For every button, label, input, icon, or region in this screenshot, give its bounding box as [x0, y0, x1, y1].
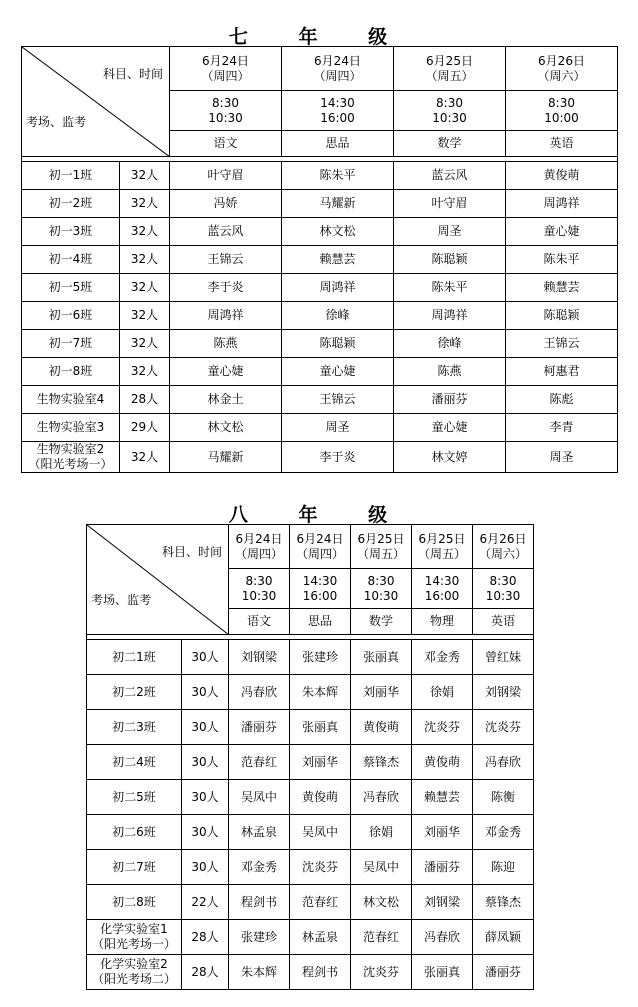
room-cell — [87, 675, 182, 710]
time-start: 8:30 — [212, 95, 239, 110]
room-name: 初一7班 — [48, 336, 93, 350]
time-end: 10:00 — [544, 110, 579, 125]
time-header-cell — [394, 91, 506, 131]
time-header-cell — [229, 569, 290, 609]
table-row — [87, 920, 534, 955]
room-name: 化学实验室1 — [100, 922, 168, 936]
subject-header-cell: 英语 — [506, 131, 618, 157]
proctor-cell: 林金土 — [170, 386, 282, 414]
proctor-cell: 林孟泉 — [290, 920, 351, 955]
proctor-cell: 陈迎 — [473, 850, 534, 885]
proctor-cell: 柯惠君 — [506, 358, 618, 386]
proctor-cell: 李于炎 — [282, 442, 394, 473]
proctor-cell: 徐峰 — [282, 302, 394, 330]
room-cell — [87, 885, 182, 920]
proctor-cell: 林文松 — [170, 414, 282, 442]
date-header-cell — [290, 525, 351, 569]
proctor-cell: 刘钢梁 — [412, 885, 473, 920]
room-name: 初一1班 — [48, 168, 93, 182]
table-row — [22, 218, 618, 246]
grade7-schedule-table — [21, 46, 618, 473]
date-label: 6月25日 — [357, 531, 405, 546]
student-count-cell: 32人 — [120, 218, 170, 246]
time-end: 16:00 — [320, 110, 355, 125]
grade8-title: 八 年 级 — [228, 504, 410, 526]
proctor-cell: 陈衡 — [473, 780, 534, 815]
table-row — [87, 710, 534, 745]
proctor-cell: 王锦云 — [282, 386, 394, 414]
student-count-cell: 30人 — [182, 850, 229, 885]
subject-header-cell: 语文 — [229, 609, 290, 635]
student-count-cell: 28人 — [182, 920, 229, 955]
proctor-cell: 潘丽芬 — [412, 850, 473, 885]
room-name: 初二3班 — [112, 719, 156, 734]
proctor-cell: 潘丽芬 — [394, 386, 506, 414]
table-row — [87, 885, 534, 920]
date-header-cell — [412, 525, 473, 569]
table-row — [87, 780, 534, 815]
proctor-cell: 张建珍 — [290, 640, 351, 675]
proctor-cell: 冯娇 — [170, 190, 282, 218]
proctor-cell: 邓金秀 — [412, 640, 473, 675]
room-cell — [87, 780, 182, 815]
student-count-cell: 32人 — [120, 246, 170, 274]
weekday-label: （周四） — [234, 546, 283, 561]
proctor-cell: 林文松 — [282, 218, 394, 246]
table-row — [87, 745, 534, 780]
proctor-cell: 张丽真 — [351, 640, 412, 675]
room-cell — [22, 274, 120, 302]
proctor-cell: 潘丽芬 — [229, 710, 290, 745]
proctor-cell: 吴凤中 — [290, 815, 351, 850]
proctor-cell: 陈聪颖 — [282, 330, 394, 358]
proctor-cell: 周圣 — [506, 442, 618, 473]
proctor-cell: 叶守眉 — [394, 190, 506, 218]
date-label: 6月24日 — [296, 531, 344, 546]
time-start: 8:30 — [245, 573, 273, 588]
subject-header-cell: 思品 — [290, 609, 351, 635]
subject-header-cell: 语文 — [170, 131, 282, 157]
proctor-cell: 刘钢梁 — [473, 675, 534, 710]
proctor-cell: 马耀新 — [170, 442, 282, 473]
proctor-cell: 程剑书 — [290, 955, 351, 990]
student-count-cell: 32人 — [120, 274, 170, 302]
proctor-cell: 朱本辉 — [229, 955, 290, 990]
corner-label-room-proctor: 考场、监考 — [26, 115, 87, 129]
date-label: 6月24日 — [235, 531, 283, 546]
proctor-cell: 程剑书 — [229, 885, 290, 920]
student-count-cell: 28人 — [182, 955, 229, 990]
proctor-cell: 林孟泉 — [229, 815, 290, 850]
date-header-cell — [170, 47, 282, 91]
proctor-cell: 刘丽华 — [412, 815, 473, 850]
weekday-label: （周四） — [201, 68, 250, 83]
corner-header-cell — [87, 525, 229, 635]
time-end: 10:30 — [363, 588, 399, 603]
date-header-cell — [506, 47, 618, 91]
room-cell — [87, 955, 182, 990]
table-row — [22, 358, 618, 386]
proctor-cell: 吴凤中 — [351, 850, 412, 885]
table-row — [22, 414, 618, 442]
student-count-cell: 30人 — [182, 710, 229, 745]
proctor-cell: 林文松 — [351, 885, 412, 920]
proctor-cell: 蓝云风 — [170, 218, 282, 246]
student-count-cell: 30人 — [182, 675, 229, 710]
weekday-label: （周五） — [425, 68, 474, 83]
student-count-cell: 29人 — [120, 414, 170, 442]
date-header-cell — [351, 525, 412, 569]
room-name: 初二1班 — [112, 649, 156, 664]
time-start: 8:30 — [367, 573, 395, 588]
time-header-cell — [506, 91, 618, 131]
time-start: 8:30 — [489, 573, 517, 588]
room-cell — [22, 218, 120, 246]
proctor-cell: 冯春欣 — [412, 920, 473, 955]
room-name: 初二5班 — [112, 789, 156, 804]
proctor-cell: 刘丽华 — [290, 745, 351, 780]
room-name: 初二2班 — [112, 684, 156, 699]
time-start: 8:30 — [436, 95, 463, 110]
student-count-cell: 32人 — [120, 190, 170, 218]
proctor-cell: 陈朱平 — [394, 274, 506, 302]
proctor-cell: 范春红 — [290, 885, 351, 920]
proctor-cell: 徐峰 — [394, 330, 506, 358]
weekday-label: （周六） — [478, 546, 527, 561]
weekday-label: （周四） — [295, 546, 344, 561]
proctor-cell: 沈炎芬 — [290, 850, 351, 885]
room-name: 初二7班 — [112, 859, 156, 874]
student-count-cell: 32人 — [120, 302, 170, 330]
table-row — [22, 162, 618, 190]
table-row — [87, 815, 534, 850]
subject-header-cell: 数学 — [394, 131, 506, 157]
proctor-cell: 陈燕 — [170, 330, 282, 358]
time-start: 14:30 — [320, 95, 355, 110]
room-name: 初一3班 — [48, 224, 93, 238]
time-end: 10:30 — [208, 110, 243, 125]
table-row — [22, 190, 618, 218]
proctor-cell: 徐娟 — [351, 815, 412, 850]
corner-header-cell — [22, 47, 170, 157]
student-count-cell: 30人 — [182, 815, 229, 850]
table-row — [87, 640, 534, 675]
time-header-cell — [282, 91, 394, 131]
proctor-cell: 赖慧芸 — [282, 246, 394, 274]
proctor-cell: 邓金秀 — [473, 815, 534, 850]
room-name: 初二6班 — [112, 824, 156, 839]
date-header-cell — [394, 47, 506, 91]
room-cell — [22, 358, 120, 386]
grade7-title: 七 年 级 — [228, 26, 410, 48]
proctor-cell: 周鸿祥 — [394, 302, 506, 330]
student-count-cell: 32人 — [120, 442, 170, 473]
room-name: 生物实验室3 — [36, 420, 105, 434]
proctor-cell: 陈朱平 — [506, 246, 618, 274]
grade8-schedule-table — [86, 524, 534, 990]
proctor-cell: 冯春欣 — [229, 675, 290, 710]
room-subtitle: （阳光考场二） — [91, 972, 176, 986]
table-row — [22, 246, 618, 274]
corner-label-room-proctor: 考场、监考 — [91, 593, 152, 607]
proctor-cell: 朱本辉 — [290, 675, 351, 710]
proctor-cell: 张丽真 — [412, 955, 473, 990]
proctor-cell: 沈炎芬 — [351, 955, 412, 990]
student-count-cell: 30人 — [182, 780, 229, 815]
proctor-cell: 童心婕 — [506, 218, 618, 246]
room-cell — [87, 920, 182, 955]
room-name: 初二4班 — [112, 754, 156, 769]
time-end: 10:30 — [432, 110, 467, 125]
proctor-cell: 冯春欣 — [351, 780, 412, 815]
proctor-cell: 黄俊萌 — [412, 745, 473, 780]
room-name: 生物实验室2 — [36, 442, 105, 456]
proctor-cell: 陈聪颖 — [394, 246, 506, 274]
student-count-cell: 30人 — [182, 640, 229, 675]
weekday-label: （周五） — [356, 546, 405, 561]
time-header-cell — [170, 91, 282, 131]
room-name: 初一8班 — [48, 364, 93, 378]
proctor-cell: 张建珍 — [229, 920, 290, 955]
room-name: 生物实验室4 — [36, 392, 105, 406]
date-label: 6月25日 — [418, 531, 466, 546]
time-end: 16:00 — [302, 588, 338, 603]
weekday-label: （周六） — [537, 68, 586, 83]
proctor-cell: 陈燕 — [394, 358, 506, 386]
room-name: 初二8班 — [112, 894, 156, 909]
proctor-cell: 薛凤颖 — [473, 920, 534, 955]
subject-header-cell: 英语 — [473, 609, 534, 635]
date-label: 6月24日 — [202, 53, 249, 68]
student-count-cell: 32人 — [120, 358, 170, 386]
proctor-cell: 林文婷 — [394, 442, 506, 473]
proctor-cell: 陈朱平 — [282, 162, 394, 190]
student-count-cell: 30人 — [182, 745, 229, 780]
room-cell — [87, 815, 182, 850]
room-name: 初一4班 — [48, 252, 93, 266]
proctor-cell: 黄俊萌 — [506, 162, 618, 190]
student-count-cell: 32人 — [120, 162, 170, 190]
room-cell — [22, 414, 120, 442]
proctor-cell: 沈炎芬 — [412, 710, 473, 745]
room-name: 初一5班 — [48, 280, 93, 294]
table-row — [22, 302, 618, 330]
proctor-cell: 童心婕 — [282, 358, 394, 386]
room-cell — [87, 710, 182, 745]
proctor-cell: 刘丽华 — [351, 675, 412, 710]
room-cell — [22, 190, 120, 218]
time-end: 10:30 — [485, 588, 521, 603]
proctor-cell: 赖慧芸 — [506, 274, 618, 302]
proctor-cell: 黄俊萌 — [290, 780, 351, 815]
room-cell — [22, 330, 120, 358]
proctor-cell: 童心婕 — [394, 414, 506, 442]
room-cell — [87, 745, 182, 780]
proctor-cell: 蓝云风 — [394, 162, 506, 190]
time-end: 16:00 — [424, 588, 460, 603]
proctor-cell: 曾红妹 — [473, 640, 534, 675]
table-row — [87, 675, 534, 710]
time-end: 10:30 — [241, 588, 277, 603]
time-start: 8:30 — [548, 95, 575, 110]
proctor-cell: 黄俊萌 — [351, 710, 412, 745]
proctor-cell: 蔡锋杰 — [351, 745, 412, 780]
proctor-cell: 徐娟 — [412, 675, 473, 710]
time-header-cell — [473, 569, 534, 609]
proctor-cell: 赖慧芸 — [412, 780, 473, 815]
proctor-cell: 陈聪颖 — [506, 302, 618, 330]
room-cell — [22, 246, 120, 274]
proctor-cell: 吴凤中 — [229, 780, 290, 815]
proctor-cell: 周鸿祥 — [170, 302, 282, 330]
corner-label-subject-time: 科目、时间 — [161, 545, 222, 559]
proctor-cell: 范春红 — [351, 920, 412, 955]
table-row — [87, 850, 534, 885]
proctor-cell: 周鸿祥 — [282, 274, 394, 302]
proctor-cell: 刘钢梁 — [229, 640, 290, 675]
proctor-cell: 沈炎芬 — [473, 710, 534, 745]
date-label: 6月26日 — [538, 53, 585, 68]
proctor-cell: 王锦云 — [170, 246, 282, 274]
date-header-cell — [473, 525, 534, 569]
corner-diagonal — [22, 47, 170, 157]
proctor-cell: 李于炎 — [170, 274, 282, 302]
time-header-cell — [290, 569, 351, 609]
subject-header-cell: 物理 — [412, 609, 473, 635]
room-cell — [87, 850, 182, 885]
room-cell — [22, 386, 120, 414]
subject-header-cell: 思品 — [282, 131, 394, 157]
room-name: 初一2班 — [48, 196, 93, 210]
date-label: 6月24日 — [314, 53, 361, 68]
proctor-cell: 蔡锋杰 — [473, 885, 534, 920]
weekday-label: （周四） — [313, 68, 362, 83]
proctor-cell: 邓金秀 — [229, 850, 290, 885]
proctor-cell: 冯春欣 — [473, 745, 534, 780]
time-header-cell — [351, 569, 412, 609]
table-row — [87, 955, 534, 990]
proctor-cell: 马耀新 — [282, 190, 394, 218]
corner-label-subject-time: 科目、时间 — [102, 67, 163, 81]
proctor-cell: 童心婕 — [170, 358, 282, 386]
proctor-cell: 周圣 — [394, 218, 506, 246]
room-name: 化学实验室2 — [100, 957, 168, 971]
room-name: 初一6班 — [48, 308, 93, 322]
room-cell — [87, 640, 182, 675]
date-label: 6月26日 — [479, 531, 527, 546]
room-subtitle: （阳光考场一） — [91, 937, 176, 951]
student-count-cell: 28人 — [120, 386, 170, 414]
student-count-cell: 32人 — [120, 330, 170, 358]
weekday-label: （周五） — [417, 546, 466, 561]
proctor-cell: 范春红 — [229, 745, 290, 780]
room-cell — [22, 162, 120, 190]
proctor-cell: 潘丽芬 — [473, 955, 534, 990]
time-start: 14:30 — [424, 573, 460, 588]
subject-header-cell: 数学 — [351, 609, 412, 635]
time-start: 14:30 — [302, 573, 338, 588]
student-count-cell: 22人 — [182, 885, 229, 920]
date-header-cell — [282, 47, 394, 91]
date-header-cell — [229, 525, 290, 569]
proctor-cell: 叶守眉 — [170, 162, 282, 190]
corner-diagonal — [87, 525, 229, 635]
table-row — [22, 442, 618, 473]
proctor-cell: 周圣 — [282, 414, 394, 442]
table-row — [22, 274, 618, 302]
room-cell — [22, 302, 120, 330]
proctor-cell: 周鸿祥 — [506, 190, 618, 218]
table-row — [22, 386, 618, 414]
table-row — [22, 330, 618, 358]
proctor-cell: 王锦云 — [506, 330, 618, 358]
date-label: 6月25日 — [426, 53, 473, 68]
room-subtitle: （阳光考场一） — [28, 457, 113, 471]
room-cell — [22, 442, 120, 473]
time-header-cell — [412, 569, 473, 609]
proctor-cell: 李青 — [506, 414, 618, 442]
proctor-cell: 陈彪 — [506, 386, 618, 414]
proctor-cell: 张丽真 — [290, 710, 351, 745]
